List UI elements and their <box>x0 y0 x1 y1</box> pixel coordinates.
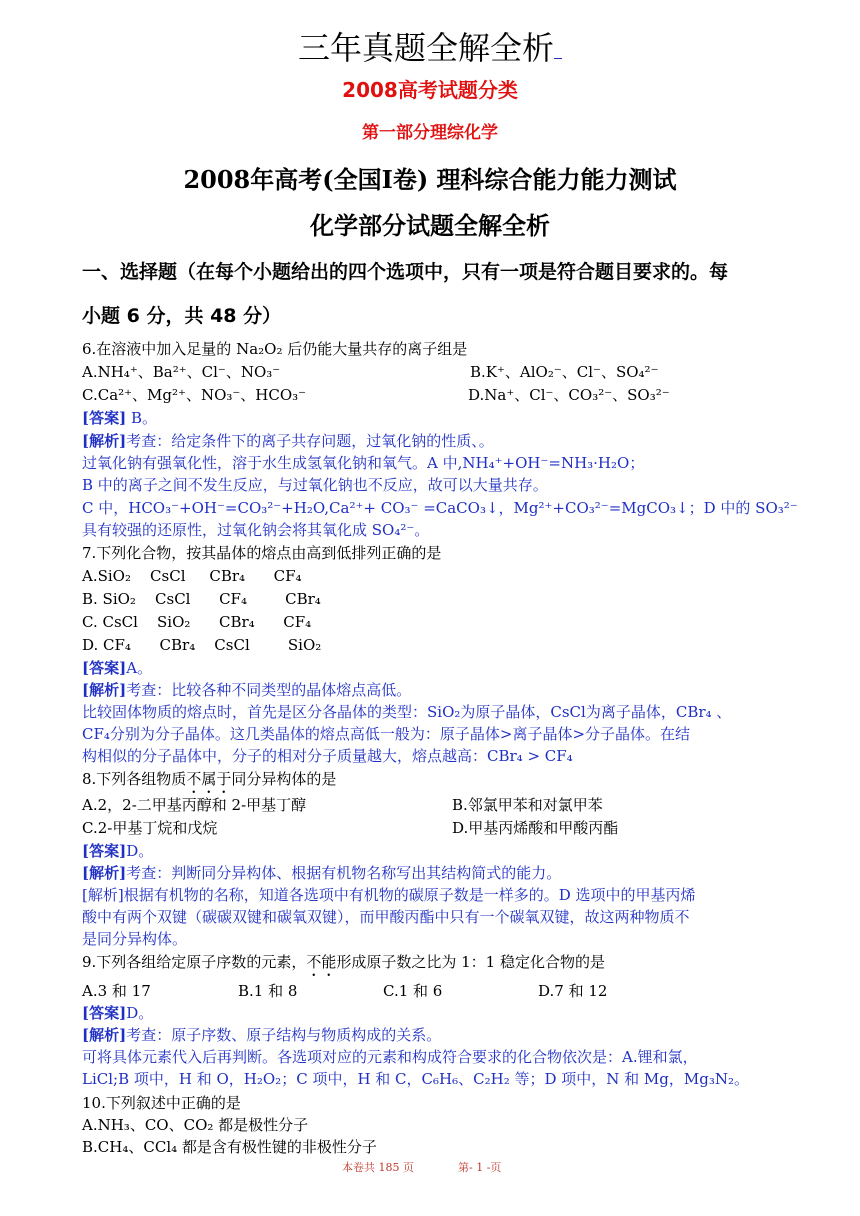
q6-analysis: [解析]考查：给定条件下的离子共存问题，过氧化钠的性质、。 <box>82 432 494 450</box>
q7-answer: [答案]A。 <box>82 659 153 677</box>
q10-stem: 10.下列叙述中正确的是 <box>82 1094 241 1112</box>
footer-page-number: 第- 1 -页 <box>458 1161 502 1174</box>
q8-answer: [答案]D。 <box>82 842 154 860</box>
q9-answer: [答案]D。 <box>82 1004 154 1022</box>
section-title: 化学部分试题全解全析 <box>310 212 550 240</box>
q7-stem: 7.下列化合物，按其晶体的熔点由高到低排列正确的是 <box>82 544 442 562</box>
section1-heading-line1: 一、选择题（在每个小题给出的四个选项中，只有一项是符合题目要求的。每 <box>82 261 729 283</box>
q8-analysis-line3: 酸中有两个双键（碳碳双键和碳氧双键），而甲酸丙酯中只有一个碳氧双键，故这两种物质不 <box>82 908 690 926</box>
q6-stem: 6.在溶液中加入足量的 Na₂O₂ 后仍能大量共存的离子组是 <box>82 340 468 358</box>
q10-option-b: B.CH₄、CCl₄ 都是含有极性键的非极性分子 <box>82 1138 377 1156</box>
q9-stem: 9.下列各组给定原子序数的元素，不能形成原子数之比为 1：1 稳定化合物的是 <box>82 953 605 971</box>
q9-analysis: [解析]考查：原子序数、原子结构与物质构成的关系。 <box>82 1026 442 1044</box>
q7-option-a: A.SiO₂ CsCl CBr₄ CF₄ <box>82 567 302 585</box>
q9-option-b: B.1 和 8 <box>238 982 298 1000</box>
q6-option-a: A.NH₄⁺、Ba²⁺、Cl⁻、NO₃⁻ <box>82 363 281 381</box>
q7-analysis-line2: 比较固体物质的熔点时，首先是区分各晶体的类型：SiO₂为原子晶体，CsCl为离子晶体，CBr₄ 、 <box>82 703 732 721</box>
q6-option-b: B.K⁺、AlO₂⁻、Cl⁻、SO₄²⁻ <box>470 363 659 381</box>
exam-title: 2008年高考(全国Ⅰ卷) 理科综合能力能力测试 <box>183 165 677 194</box>
q6-analysis-line2: 过氧化钠有强氧化性，溶于水生成氢氧化钠和氧气。A 中,NH₄⁺+OH⁻=NH₃·H₂O； <box>82 454 645 472</box>
q6-answer: [答案] B。 <box>82 409 157 427</box>
q9-analysis-line3: LiCl;B 项中，H 和 O，H₂O₂；C 项中，H 和 C，C₆H₆、C₂H₂ 等；D 项中，N 和 Mg，Mg₃N₂。 <box>82 1070 750 1088</box>
q6-analysis-line5: 具有较强的还原性，过氧化钠会将其氧化成 SO₄²⁻。 <box>82 521 430 539</box>
subtitle-year: 2008高考试题分类 <box>342 78 518 102</box>
main-title: 三年真题全解全析 <box>0 28 860 68</box>
q8-option-d: D.甲基丙烯酸和甲酸丙酯 <box>452 819 619 837</box>
q8-analysis-line2: [解析]根据有机物的名称，知道各选项中有机物的碳原子数是一样多的。D 选项中的甲基丙烯 <box>82 886 696 904</box>
q7-analysis: [解析]考查：比较各种不同类型的晶体熔点高低。 <box>82 681 412 699</box>
q6-option-c: C.Ca²⁺、Mg²⁺、NO₃⁻、HCO₃⁻ <box>82 386 307 404</box>
footer-total-pages: 本卷共 185 页 <box>342 1161 414 1174</box>
q7-option-c: C. CsCl SiO₂ CBr₄ CF₄ <box>82 613 312 631</box>
q9-analysis-line2: 可将具体元素代入后再判断。各选项对应的元素和构成符合要求的化合物依次是：A.锂和氯， <box>82 1048 698 1066</box>
q7-option-b: B. SiO₂ CsCl CF₄ CBr₄ <box>82 590 321 608</box>
q8-option-c: C.2-甲基丁烷和戊烷 <box>82 819 218 837</box>
q8-option-b: B.邻氯甲苯和对氯甲苯 <box>452 796 603 814</box>
q7-analysis-line3: CF₄分别为分子晶体。这几类晶体的熔点高低一般为：原子晶体>离子晶体>分子晶体。在结 <box>82 725 691 743</box>
section1-heading-line2: 小题 6 分，共 48 分） <box>82 305 282 327</box>
q9-option-a: A.3 和 17 <box>82 982 151 1000</box>
q8-analysis-line4: 是同分异构体。 <box>82 930 188 948</box>
q6-option-d: D.Na⁺、Cl⁻、CO₃²⁻、SO₃²⁻ <box>468 386 670 404</box>
q8-stem: 8.下列各组物质不属于同分异构体的是 <box>82 770 337 788</box>
q8-analysis: [解析]考查：判断同分异构体、根据有机物名称写出其结构简式的能力。 <box>82 864 562 882</box>
q7-option-d: D. CF₄ CBr₄ CsCl SiO₂ <box>82 636 322 654</box>
q6-analysis-line4: C 中，HCO₃⁻+OH⁻=CO₃²⁻+H₂O,Ca²⁺+ CO₃⁻ =CaCO₃↓，Mg²⁺+CO₃²⁻=MgCO₃↓；D 中的 SO₃²⁻ <box>82 499 798 517</box>
q6-analysis-line3: B 中的离子之间不发生反应，与过氧化钠也不反应，故可以大量共存。 <box>82 476 548 494</box>
q9-option-d: D.7 和 12 <box>538 982 608 1000</box>
q8-option-a: A.2，2-二甲基丙醇和 2-甲基丁醇 <box>82 796 307 814</box>
q9-option-c: C.1 和 6 <box>383 982 443 1000</box>
q10-option-a: A.NH₃、CO、CO₂ 都是极性分子 <box>82 1116 309 1134</box>
part-title: 第一部分理综化学 <box>362 123 498 143</box>
q7-analysis-line4: 构相似的分子晶体中，分子的相对分子质量越大，熔点越高：CBr₄ > CF₄ <box>82 747 573 765</box>
